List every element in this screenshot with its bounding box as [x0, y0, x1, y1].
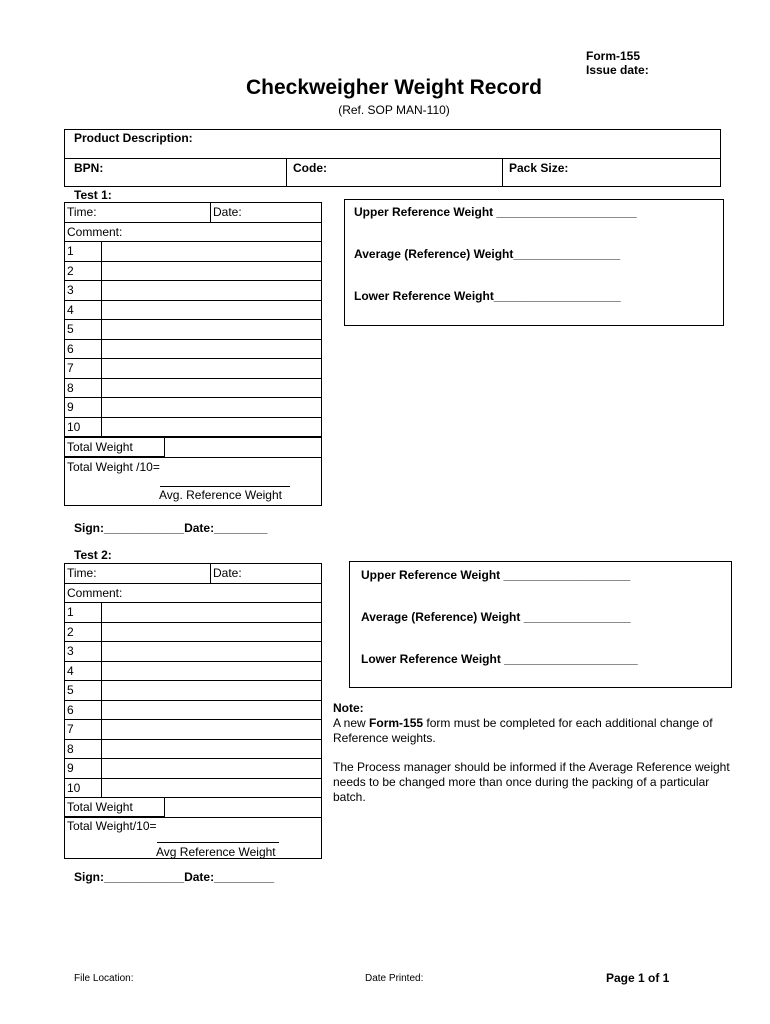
test2-table [64, 563, 322, 798]
divider [286, 158, 287, 186]
page-number: Page 1 of 1 [606, 971, 670, 985]
page-subtitle: (Ref. SOP MAN-110) [338, 103, 450, 117]
test1-table [64, 202, 322, 437]
product-info-box [64, 129, 721, 187]
weight-entry-cell[interactable] [102, 339, 322, 359]
row-number: 5 [65, 320, 102, 340]
weight-entry-cell[interactable] [102, 320, 322, 340]
test1-sign-date[interactable]: Sign:____________Date:________ [74, 521, 268, 535]
weight-entry-cell[interactable] [102, 759, 322, 779]
table-row [65, 398, 322, 418]
table-row [65, 622, 322, 642]
table-row [65, 281, 322, 301]
weight-entry-cell[interactable] [102, 622, 322, 642]
note-block [333, 701, 733, 805]
table-row [65, 417, 322, 437]
note-form-ref: Form-155 [369, 716, 424, 730]
lower-reference-weight[interactable]: Lower Reference Weight ____________________ [361, 652, 638, 666]
upper-reference-weight[interactable]: Upper Reference Weight ___________________ [361, 568, 631, 582]
avg-signature-line [157, 842, 279, 843]
lower-reference-weight[interactable]: Lower Reference Weight___________________ [354, 289, 621, 303]
table-row [65, 339, 322, 359]
table-row [65, 603, 322, 623]
comment-label: Comment: [67, 224, 123, 239]
row-number: 10 [65, 778, 102, 798]
table-row [65, 320, 322, 340]
total-weight-label: Total Weight [65, 798, 165, 817]
row-number: 2 [65, 622, 102, 642]
note-text: form must be completed for each additional change of Reference weights. [333, 716, 713, 745]
note-paragraph-2: The Process manager should be informed if the Average Reference weight needs to be changed more than once during the packing of a particular batch. [333, 760, 730, 804]
row-number: 10 [65, 417, 102, 437]
divider [502, 158, 503, 186]
weight-entry-cell[interactable] [102, 281, 322, 301]
weight-entry-cell[interactable] [102, 642, 322, 662]
bpn-label: BPN: [74, 161, 104, 175]
table-row [65, 778, 322, 798]
product-description-label: Product Description: [74, 131, 193, 145]
row-number: 6 [65, 339, 102, 359]
average-reference-weight[interactable]: Average (Reference) Weight________________ [354, 247, 621, 261]
product-description-row [65, 130, 720, 159]
weight-entry-cell[interactable] [102, 603, 322, 623]
file-location-label: File Location: [74, 973, 134, 984]
row-number: 4 [65, 661, 102, 681]
row-number: 7 [65, 720, 102, 740]
page-title: Checkweigher Weight Record [245, 76, 542, 99]
avg-reference-weight-label: Avg. Reference Weight [159, 488, 282, 502]
table-row [65, 564, 322, 584]
row-number: 9 [65, 398, 102, 418]
note-paragraph-1 [333, 716, 733, 746]
note-title: Note: [333, 701, 364, 715]
row-number: 9 [65, 759, 102, 779]
row-number: 1 [65, 603, 102, 623]
weight-entry-cell[interactable] [102, 398, 322, 418]
divider [65, 457, 321, 458]
time-cell[interactable] [65, 564, 211, 584]
date-printed-label: Date Printed: [365, 973, 424, 984]
average-reference-weight[interactable]: Average (Reference) Weight ________________ [361, 610, 631, 624]
code-label: Code: [293, 161, 327, 175]
issue-date-label: Issue date: [586, 63, 649, 77]
comment-label: Comment: [67, 585, 123, 600]
table-row [65, 261, 322, 281]
weight-entry-cell[interactable] [102, 661, 322, 681]
comment-cell[interactable] [65, 583, 322, 603]
weight-entry-cell[interactable] [102, 681, 322, 701]
time-cell[interactable] [65, 203, 211, 223]
weight-entry-cell[interactable] [102, 700, 322, 720]
table-row [65, 359, 322, 379]
form-header-right [586, 49, 649, 77]
pack-size-label: Pack Size: [509, 161, 569, 175]
row-number: 1 [65, 242, 102, 262]
weight-entry-cell[interactable] [102, 261, 322, 281]
row-number: 3 [65, 281, 102, 301]
table-row [65, 300, 322, 320]
table-row [65, 700, 322, 720]
date-label: Date: [213, 205, 242, 220]
weight-entry-cell[interactable] [102, 359, 322, 379]
table-row [65, 378, 322, 398]
weight-entry-cell[interactable] [102, 720, 322, 740]
row-number: 2 [65, 261, 102, 281]
table-row [65, 222, 322, 242]
test2-sign-date[interactable]: Sign:____________Date:_________ [74, 870, 275, 884]
row-number: 8 [65, 739, 102, 759]
test2-totals-block [64, 797, 322, 859]
test1-label: Test 1: [74, 188, 112, 202]
table-row [65, 242, 322, 262]
test2-label: Test 2: [74, 548, 112, 562]
total-weight-label: Total Weight [65, 438, 165, 457]
table-row [65, 661, 322, 681]
weight-entry-cell[interactable] [102, 242, 322, 262]
test1-reference-box [344, 199, 724, 326]
time-label: Time: [67, 566, 97, 581]
table-row [65, 583, 322, 603]
weight-entry-cell[interactable] [102, 378, 322, 398]
table-row [65, 203, 322, 223]
divider [65, 817, 321, 818]
table-row [65, 642, 322, 662]
form-id: Form-155 [586, 49, 641, 63]
table-row [65, 739, 322, 759]
comment-cell[interactable] [65, 222, 322, 242]
test1-totals-block [64, 437, 322, 506]
row-number: 6 [65, 700, 102, 720]
total-weight-10-label[interactable]: Total Weight/10= [67, 819, 157, 833]
date-label: Date: [213, 566, 242, 581]
table-row [65, 759, 322, 779]
row-number: 8 [65, 378, 102, 398]
test2-reference-box [349, 561, 732, 688]
time-label: Time: [67, 205, 97, 220]
spacer [333, 746, 733, 760]
weight-entry-cell[interactable] [102, 739, 322, 759]
date-cell[interactable] [211, 564, 322, 584]
avg-signature-line [160, 486, 290, 487]
row-number: 5 [65, 681, 102, 701]
table-row [65, 720, 322, 740]
table-row [65, 681, 322, 701]
row-number: 4 [65, 300, 102, 320]
row-number: 3 [65, 642, 102, 662]
total-weight-10-label[interactable]: Total Weight /10= [67, 460, 160, 474]
upper-reference-weight[interactable]: Upper Reference Weight _____________________ [354, 205, 637, 219]
weight-entry-cell[interactable] [102, 417, 322, 437]
weight-entry-cell[interactable] [102, 300, 322, 320]
weight-entry-cell[interactable] [102, 778, 322, 798]
row-number: 7 [65, 359, 102, 379]
avg-reference-weight-label: Avg Reference Weight [156, 845, 276, 859]
date-cell[interactable] [211, 203, 322, 223]
note-text: A new [333, 716, 370, 730]
